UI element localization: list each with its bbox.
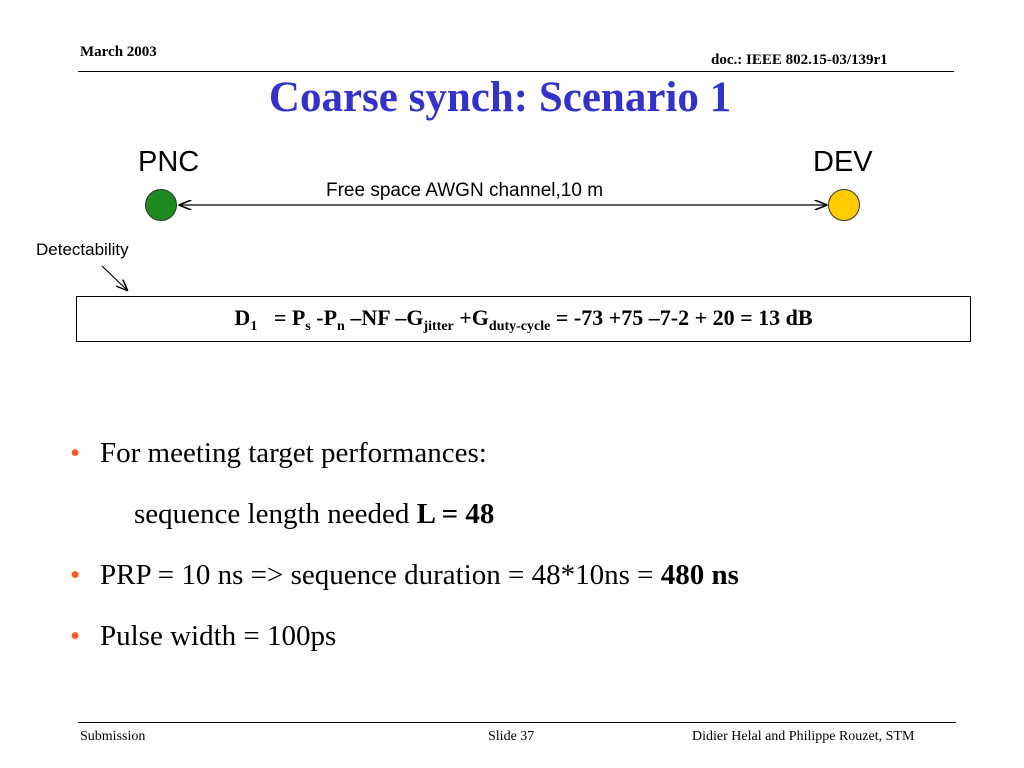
bullet-marker-icon: • bbox=[70, 437, 81, 469]
bullet-text: PRP = 10 ns => sequence duration = 48*10ns = bbox=[100, 559, 661, 591]
bullet-continuation bbox=[134, 498, 494, 531]
bullet-bold-value: L = 48 bbox=[416, 498, 495, 530]
bullet-marker-icon: • bbox=[70, 559, 81, 591]
detectability-formula: $D_1 = P_s$ $-P_n$ –NF $-G_{jitter} +G_{duty-cycle} = -73 +75$ –7-2 + 20 = 13 dB bbox=[234, 305, 813, 334]
pnc-label: PNC bbox=[138, 146, 200, 178]
bullet-marker-icon: • bbox=[70, 620, 81, 652]
footer-submission: Submission bbox=[80, 729, 146, 744]
dev-label: DEV bbox=[813, 146, 873, 178]
header-date: March 2003 bbox=[80, 44, 157, 60]
channel-label: Free space AWGN channel,10 m bbox=[326, 180, 604, 201]
footer-authors: Didier Helal and Philippe Rouzet, STM bbox=[692, 729, 915, 744]
bullet-pulse-width bbox=[70, 620, 336, 653]
bullet-text: sequence length needed bbox=[134, 498, 417, 530]
footer-divider bbox=[78, 722, 956, 723]
detectability-label: Detectability bbox=[36, 240, 129, 259]
bullet-target-performance bbox=[70, 437, 487, 470]
bullet-bold-value: 480 ns bbox=[660, 559, 739, 591]
detectability-pointer-arrow bbox=[102, 266, 127, 290]
bullet-prp bbox=[70, 559, 739, 592]
bullet-text: Pulse width = 100ps bbox=[100, 620, 337, 652]
footer-slide-number: Slide 37 bbox=[488, 729, 535, 744]
slide-title: Coarse synch: Scenario 1 bbox=[268, 74, 732, 121]
header-doc-id: doc.: IEEE 802.15-03/139r1 bbox=[711, 52, 888, 68]
bullet-text: For meeting target performances: bbox=[100, 437, 487, 469]
